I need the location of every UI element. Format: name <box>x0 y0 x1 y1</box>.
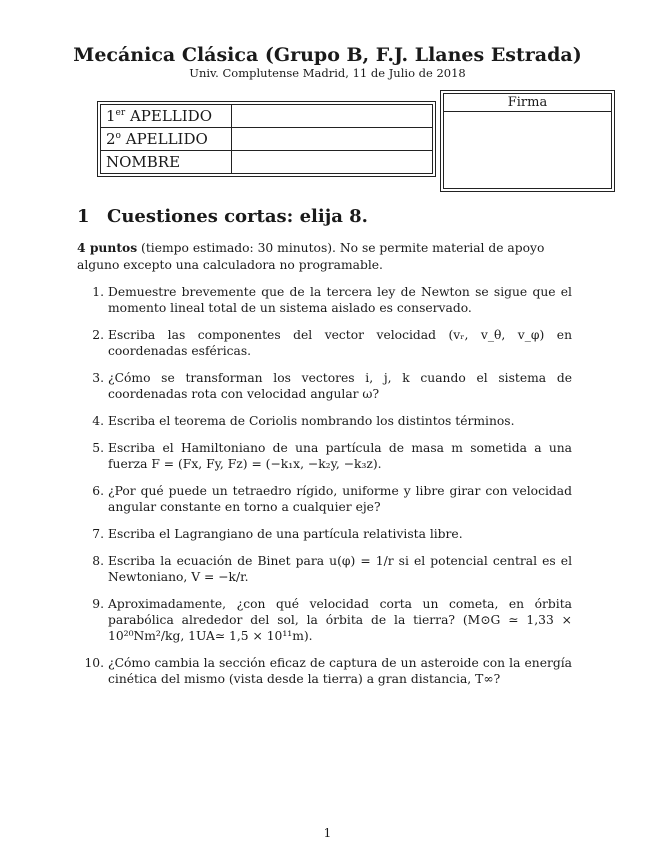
instructions-text: (tiempo estimado: 30 minutos). No se permite material de apoyo alguno excepto una calculadora no programable. <box>77 241 545 272</box>
question-number: 3. <box>92 371 104 385</box>
points-label: 4 puntos <box>77 240 138 255</box>
question-text: Escriba las componentes del vector velocidad (vᵣ, v_θ, v_φ) en coordenadas esféricas. <box>108 328 572 358</box>
question-text: Demuestre brevemente que de la tercera ley de Newton se sigue que el momento lineal total de un sistema aislado es conservado. <box>108 285 572 315</box>
question-number: 9. <box>92 597 104 611</box>
second-surname-label <box>101 128 232 151</box>
list-item <box>77 327 572 359</box>
name-field[interactable] <box>232 151 433 174</box>
exam-title: Mecánica Clásica (Grupo B, F.J. Llanes Estrada) <box>73 44 582 66</box>
list-item <box>77 553 572 585</box>
identification-table <box>100 104 433 174</box>
questions-list <box>77 284 572 698</box>
list-item <box>77 284 572 316</box>
question-number: 5. <box>92 441 104 455</box>
name-label: NOMBRE <box>101 151 232 174</box>
second-surname-number: 2 <box>106 130 116 148</box>
section-number: 1 <box>77 206 90 227</box>
question-text: Aproximadamente, ¿con qué velocidad corta un cometa, en órbita parabólica alrededor del sol, la órbita de la tierra? (M⊙G ≃ 1,33 × 10²⁰Nm²/kg, 1UA≃ 1,5 × 10¹¹m). <box>108 597 572 643</box>
question-number: 4. <box>92 414 104 428</box>
section-title: Cuestiones cortas: elija 8. <box>107 206 368 227</box>
question-number: 10. <box>84 656 104 670</box>
first-surname-superscript: er <box>115 108 126 118</box>
question-number: 2. <box>92 328 104 342</box>
question-text: ¿Cómo se transforman los vectores i, j, k cuando el sistema de coordenadas rota con velocidad angular ω? <box>108 371 572 401</box>
section-heading <box>77 206 368 227</box>
question-text: Escriba el Lagrangiano de una partícula relativista libre. <box>108 527 463 541</box>
question-text: Escriba la ecuación de Binet para u(φ) = 1/r si el potencial central es el Newtoniano, V = −k/r. <box>108 554 572 584</box>
table-row <box>101 128 433 151</box>
second-surname-text: APELLIDO <box>120 130 208 148</box>
first-surname-text: APELLIDO <box>125 107 213 125</box>
signature-label: Firma <box>444 94 611 112</box>
list-item <box>77 526 572 542</box>
question-text: ¿Por qué puede un tetraedro rígido, uniforme y libre girar con velocidad angular constante en torno a cualquier eje? <box>108 484 572 514</box>
signature-box[interactable] <box>443 93 612 189</box>
second-surname-field[interactable] <box>232 128 433 151</box>
list-item <box>77 413 572 429</box>
second-surname-superscript: o <box>115 131 121 141</box>
table-row <box>101 105 433 128</box>
question-number: 1. <box>92 285 104 299</box>
question-number: 6. <box>92 484 104 498</box>
question-number: 8. <box>92 554 104 568</box>
question-text: Escriba el Hamiltoniano de una partícula de masa m sometida a una fuerza F = (Fx, Fy, Fz) = (−k₁x, −k₂y, −k₃z). <box>108 441 572 471</box>
table-row <box>101 151 433 174</box>
instructions-paragraph <box>77 239 572 274</box>
list-item <box>77 483 572 515</box>
question-text: ¿Cómo cambia la sección eficaz de captura de un asteroide con la energía cinética del mismo (vista desde la tierra) a gran distancia, T∞? <box>108 656 572 686</box>
list-item <box>77 655 572 687</box>
first-surname-label <box>101 105 232 128</box>
first-surname-field[interactable] <box>232 105 433 128</box>
page-number: 1 <box>323 826 332 840</box>
exam-subtitle: Univ. Complutense Madrid, 11 de Julio de 2018 <box>189 66 466 80</box>
question-text: Escriba el teorema de Coriolis nombrando los distintos términos. <box>108 414 515 428</box>
list-item <box>77 370 572 402</box>
list-item <box>77 596 572 644</box>
list-item <box>77 440 572 472</box>
first-surname-number: 1 <box>106 107 116 125</box>
question-number: 7. <box>92 527 104 541</box>
